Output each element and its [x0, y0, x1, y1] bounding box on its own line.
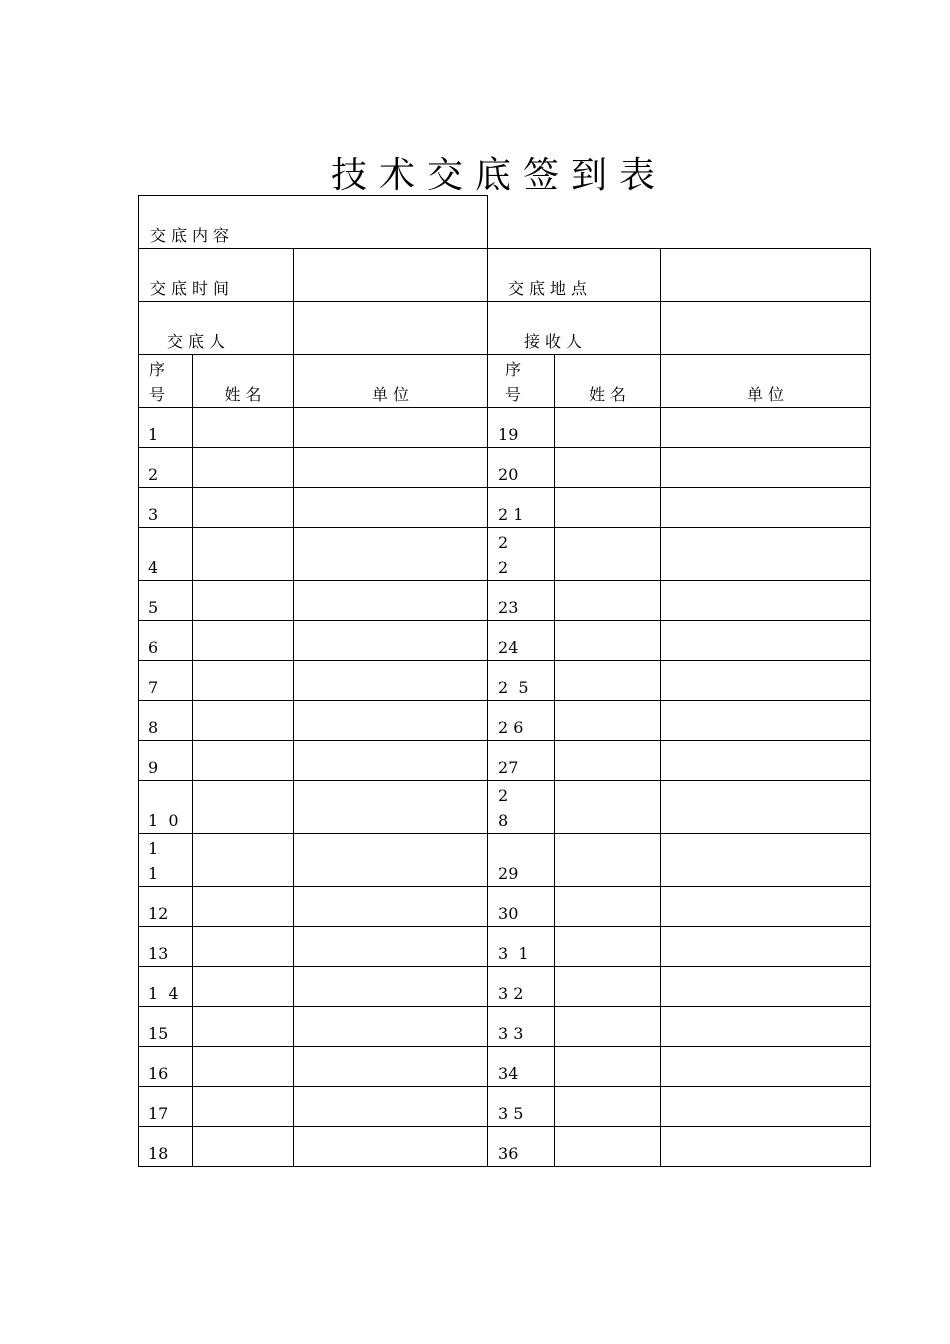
- table-row: [139, 781, 871, 834]
- name-cell-right[interactable]: [555, 701, 661, 741]
- table-row: [139, 528, 871, 581]
- unit-cell-left[interactable]: [294, 967, 488, 1007]
- name-cell-right[interactable]: [555, 488, 661, 528]
- seq-number-left: 5: [139, 581, 193, 621]
- unit-cell-right[interactable]: [661, 741, 871, 781]
- name-cell-left[interactable]: [193, 834, 294, 887]
- seq-number-right: 2 2: [488, 528, 555, 581]
- seq-number-left: 6: [139, 621, 193, 661]
- unit-cell-right[interactable]: [661, 528, 871, 581]
- unit-cell-right[interactable]: [661, 621, 871, 661]
- unit-cell-right[interactable]: [661, 408, 871, 448]
- unit-cell-left[interactable]: [294, 488, 488, 528]
- unit-cell-right[interactable]: [661, 661, 871, 701]
- table-row: [139, 887, 871, 927]
- unit-cell-right[interactable]: [661, 1087, 871, 1127]
- table-row: [139, 488, 871, 528]
- seq-number-left: 16: [139, 1047, 193, 1087]
- seq-number-right: 2 8: [488, 781, 555, 834]
- unit-cell-left[interactable]: [294, 661, 488, 701]
- table-row: [139, 967, 871, 1007]
- unit-cell-left[interactable]: [294, 1007, 488, 1047]
- seq-number-left: 17: [139, 1087, 193, 1127]
- seq-number-left: 1 1: [139, 834, 193, 887]
- unit-cell-right[interactable]: [661, 781, 871, 834]
- seq-number-right: 20: [488, 448, 555, 488]
- name-cell-right[interactable]: [555, 528, 661, 581]
- name-cell-right[interactable]: [555, 408, 661, 448]
- unit-cell-left[interactable]: [294, 1127, 488, 1167]
- unit-cell-right[interactable]: [661, 967, 871, 1007]
- seq-number-left: 1: [139, 408, 193, 448]
- unit-cell-left[interactable]: [294, 581, 488, 621]
- name-cell-right[interactable]: [555, 1007, 661, 1047]
- name-cell-left[interactable]: [193, 581, 294, 621]
- name-header-right: 姓 名: [555, 355, 661, 408]
- name-cell-right[interactable]: [555, 1127, 661, 1167]
- unit-cell-right[interactable]: [661, 488, 871, 528]
- presenter-label-cell: [139, 302, 294, 355]
- seq-number-right: 36: [488, 1127, 555, 1167]
- name-cell-left[interactable]: [193, 927, 294, 967]
- name-cell-right[interactable]: [555, 621, 661, 661]
- name-cell-left[interactable]: [193, 967, 294, 1007]
- table-row: [139, 448, 871, 488]
- time-label-cell: [139, 249, 294, 302]
- seq-number-left: 1 4: [139, 967, 193, 1007]
- table-row: [139, 408, 871, 448]
- unit-cell-left[interactable]: [294, 408, 488, 448]
- unit-header-right: 单 位: [661, 355, 871, 408]
- unit-cell-left[interactable]: [294, 701, 488, 741]
- column-header-row: [139, 355, 871, 408]
- seq-number-left: 9: [139, 741, 193, 781]
- name-cell-left[interactable]: [193, 448, 294, 488]
- unit-cell-left[interactable]: [294, 834, 488, 887]
- seq-number-left: 3: [139, 488, 193, 528]
- time-location-row: [139, 249, 871, 302]
- seq-number-left: 15: [139, 1007, 193, 1047]
- table-row: [139, 741, 871, 781]
- name-cell-right[interactable]: [555, 1047, 661, 1087]
- seq-number-right: 3 5: [488, 1087, 555, 1127]
- table-row: [139, 1007, 871, 1047]
- table-row: [139, 1047, 871, 1087]
- seq-number-right: 34: [488, 1047, 555, 1087]
- seq-number-right: 2 1: [488, 488, 555, 528]
- table-row: [139, 701, 871, 741]
- unit-cell-left[interactable]: [294, 927, 488, 967]
- seq-number-right: 19: [488, 408, 555, 448]
- seq-header-bottom-right: 号: [505, 385, 522, 404]
- seq-number-right: 23: [488, 581, 555, 621]
- seq-number-left: 12: [139, 887, 193, 927]
- seq-header-right: [488, 355, 555, 408]
- name-cell-left[interactable]: [193, 1087, 294, 1127]
- seq-number-right: 2 6: [488, 701, 555, 741]
- sign-in-table: [138, 195, 871, 1167]
- presenter-value-cell[interactable]: [294, 302, 488, 355]
- presenter-label: 交底人: [167, 332, 231, 351]
- unit-header-left: 单 位: [294, 355, 488, 408]
- name-cell-left[interactable]: [193, 741, 294, 781]
- unit-cell-right[interactable]: [661, 834, 871, 887]
- unit-cell-right[interactable]: [661, 701, 871, 741]
- name-cell-left[interactable]: [193, 781, 294, 834]
- unit-cell-right[interactable]: [661, 448, 871, 488]
- name-cell-left[interactable]: [193, 621, 294, 661]
- receiver-label: 接收人: [524, 332, 588, 351]
- time-value-cell[interactable]: [294, 249, 488, 302]
- name-cell-left[interactable]: [193, 528, 294, 581]
- name-cell-right[interactable]: [555, 448, 661, 488]
- seq-number-right: 3 1: [488, 927, 555, 967]
- people-row: [139, 302, 871, 355]
- unit-cell-left[interactable]: [294, 621, 488, 661]
- location-value-cell[interactable]: [661, 249, 871, 302]
- name-header-left: 姓 名: [193, 355, 294, 408]
- seq-number-left: 4: [139, 528, 193, 581]
- seq-number-left: 2: [139, 448, 193, 488]
- table-row: [139, 621, 871, 661]
- name-cell-right[interactable]: [555, 1087, 661, 1127]
- name-cell-right[interactable]: [555, 927, 661, 967]
- table-row: [139, 661, 871, 701]
- unit-cell-left[interactable]: [294, 528, 488, 581]
- table-row: [139, 1127, 871, 1167]
- unit-cell-left[interactable]: [294, 1087, 488, 1127]
- unit-cell-left[interactable]: [294, 741, 488, 781]
- seq-header-left: [139, 355, 193, 408]
- seq-number-right: 27: [488, 741, 555, 781]
- receiver-value-cell[interactable]: [661, 302, 871, 355]
- seq-header-top-right: 序: [505, 360, 522, 379]
- table-row: [139, 834, 871, 887]
- time-label: 交底时间: [150, 279, 235, 298]
- seq-number-right: 24: [488, 621, 555, 661]
- name-cell-right[interactable]: [555, 741, 661, 781]
- name-cell-left[interactable]: [193, 488, 294, 528]
- seq-header-top: 序: [149, 360, 166, 379]
- unit-cell-left[interactable]: [294, 781, 488, 834]
- table-row: [139, 927, 871, 967]
- unit-cell-left[interactable]: [294, 887, 488, 927]
- location-label: 交底地点: [508, 279, 593, 298]
- seq-number-left: 1 0: [139, 781, 193, 834]
- receiver-label-cell: [488, 302, 661, 355]
- location-label-cell: [488, 249, 661, 302]
- seq-number-right: 29: [488, 834, 555, 887]
- seq-number-left: 13: [139, 927, 193, 967]
- content-label: 交底内容: [150, 226, 235, 245]
- name-cell-right[interactable]: [555, 967, 661, 1007]
- seq-number-right: 3 3: [488, 1007, 555, 1047]
- unit-cell-left[interactable]: [294, 1047, 488, 1087]
- unit-cell-right[interactable]: [661, 927, 871, 967]
- unit-cell-right[interactable]: [661, 1127, 871, 1167]
- seq-number-left: 7: [139, 661, 193, 701]
- seq-number-right: 2 5: [488, 661, 555, 701]
- table-row: [139, 581, 871, 621]
- name-cell-right[interactable]: [555, 834, 661, 887]
- table-row: [139, 1087, 871, 1127]
- name-cell-right[interactable]: [555, 661, 661, 701]
- unit-cell-right[interactable]: [661, 581, 871, 621]
- seq-header-bottom: 号: [149, 385, 166, 404]
- name-cell-right[interactable]: [555, 781, 661, 834]
- name-cell-left[interactable]: [193, 701, 294, 741]
- seq-number-left: 8: [139, 701, 193, 741]
- content-row: [139, 196, 871, 249]
- seq-number-right: 30: [488, 887, 555, 927]
- unit-cell-right[interactable]: [661, 887, 871, 927]
- seq-number-left: 18: [139, 1127, 193, 1167]
- name-cell-right[interactable]: [555, 581, 661, 621]
- unit-cell-right[interactable]: [661, 1047, 871, 1087]
- content-label-cell: [139, 196, 488, 249]
- name-cell-left[interactable]: [193, 1047, 294, 1087]
- name-cell-right[interactable]: [555, 887, 661, 927]
- unit-cell-right[interactable]: [661, 1007, 871, 1047]
- name-cell-left[interactable]: [193, 1007, 294, 1047]
- name-cell-left[interactable]: [193, 661, 294, 701]
- name-cell-left[interactable]: [193, 408, 294, 448]
- name-cell-left[interactable]: [193, 1127, 294, 1167]
- page-title: 技术交底签到表: [330, 155, 667, 196]
- unit-cell-left[interactable]: [294, 448, 488, 488]
- seq-number-right: 3 2: [488, 967, 555, 1007]
- name-cell-left[interactable]: [193, 887, 294, 927]
